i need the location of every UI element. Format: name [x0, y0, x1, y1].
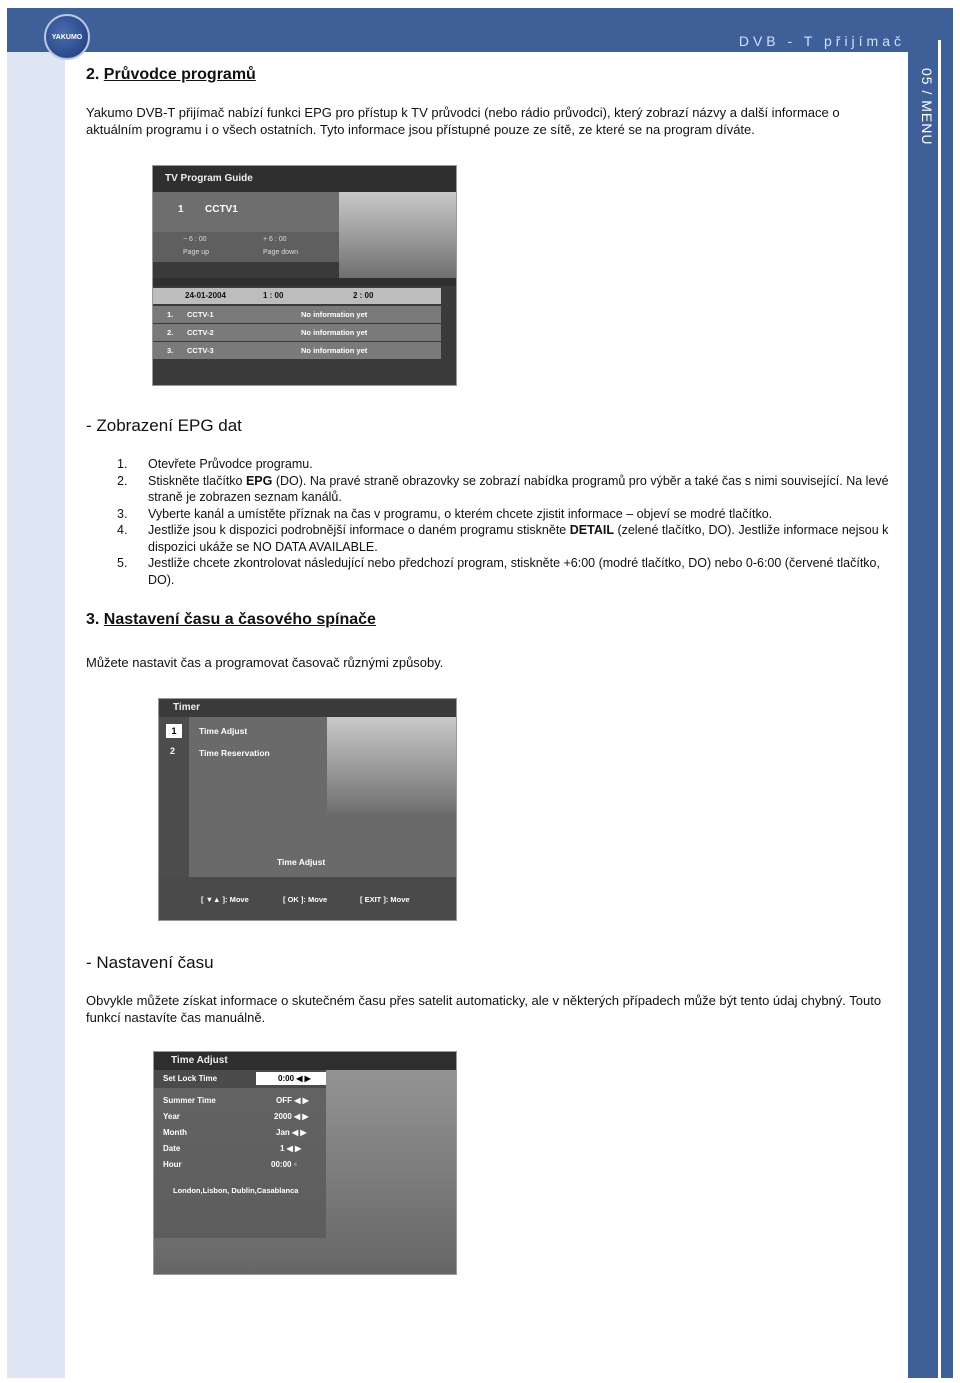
epg-page-down: Page down [263, 249, 299, 256]
list-item [86, 473, 898, 506]
epg-date: 24-01-2004 [185, 291, 226, 300]
timer-footer [159, 877, 456, 920]
field-hour-value[interactable]: 00:00 ▫ [271, 1160, 297, 1169]
right-edge-bar [941, 8, 953, 1378]
step-key-epg: EPG [245, 473, 273, 488]
timer-item-no: 2 [170, 746, 176, 756]
step-number: 5. [117, 556, 128, 570]
lock-time-value-text: 0:00 [278, 1074, 295, 1083]
lock-time-value[interactable]: 0:00 ◀ ▶ [256, 1072, 326, 1085]
field-summer-time-label: Summer Time [163, 1096, 216, 1105]
field-year-value[interactable]: 2000 ◀ ▶ [274, 1112, 309, 1121]
epg-row[interactable] [153, 306, 441, 323]
epg-row[interactable] [153, 342, 441, 359]
field-month-label: Month [163, 1128, 187, 1137]
field-year-value-text: 2000 [274, 1112, 292, 1121]
lock-time-label: Set Lock Time [163, 1074, 218, 1083]
side-tab-label: 05 / MENU [919, 68, 935, 146]
section-3-intro: Můžete nastavit čas a programovat časovač různými způsoby. [86, 655, 444, 670]
epg-subsection-title: - Zobrazení EPG dat [86, 416, 242, 435]
time-subsection-title: - Nastavení času [86, 953, 214, 972]
field-hour-label: Hour [163, 1160, 182, 1169]
timer-preview-image [327, 717, 456, 813]
epg-minus-label: − 6 : 00 [183, 236, 207, 243]
section-2-number: 2. [86, 66, 100, 83]
epg-steps-list [86, 456, 898, 588]
step-text-pre: Jestliže jsou k dispozici podrobnější informace o daném programu stiskněte [148, 523, 570, 537]
list-item [86, 555, 898, 588]
section-2-intro: Yakumo DVB-T přijímač nabízí funkci EPG pro přístup k TV průvodci (nebo rádio průvodci), který zobrazí názvy a další informace o aktuálním programu i o všech ostatních. Tyto informace jsou přístupné pouze ze sítě, ze které se na program díváte. [86, 105, 840, 137]
step-key-detail: DETAIL [569, 523, 614, 537]
epg-row-no: 3. [167, 346, 174, 355]
step-number: 2. [117, 473, 128, 488]
field-month-value[interactable]: Jan ◀ ▶ [276, 1128, 307, 1137]
epg-time2: 2 : 00 [353, 291, 374, 300]
epg-separator [153, 278, 456, 286]
step-number: 4. [117, 523, 128, 537]
list-item [86, 456, 898, 473]
section-3-title: Nastavení času a časového spínače [103, 611, 376, 628]
epg-row-info: No information yet [301, 346, 368, 355]
epg-channel-no: 1 [178, 204, 184, 215]
epg-buttons-panel [153, 232, 339, 262]
time-adjust-screenshot [153, 1051, 457, 1275]
footer-move-arrows: [ ▼▲ ]: Move [201, 895, 249, 904]
field-date-value-text: 1 [280, 1144, 285, 1153]
epg-row-no: 2. [167, 328, 174, 337]
epg-row-name: CCTV-3 [187, 346, 214, 355]
timer-item-time-reservation[interactable]: Time Reservation [199, 748, 270, 758]
time-zone-label: London,Lisbon, Dublin,Casablanca [173, 1186, 299, 1195]
timer-title: Timer [159, 699, 456, 717]
timer-item-no: 1 [166, 724, 182, 738]
time-subsection-text: Obvykle můžete získat informace o skutečném času přes satelit automaticky, ale v některých případech může být tento údaj chybný. Touto funkcí nastavíte čas manuálně. [86, 993, 882, 1025]
step-number: 3. [117, 506, 128, 521]
epg-preview-image [339, 192, 456, 278]
epg-channel-name: CCTV1 [205, 204, 238, 215]
timer-screenshot [158, 698, 457, 921]
epg-row[interactable] [153, 324, 441, 341]
step-text-post: (zelené tlačítko, DO). Jestliže informace nejsou k dispozici ukáže se NO DATA AVAILABLE. [148, 523, 889, 554]
right-side-bar [908, 40, 938, 1378]
step-number: 1. [117, 457, 128, 471]
epg-row-info: No information yet [301, 328, 368, 337]
timer-index-column [159, 717, 189, 877]
field-date-label: Date [163, 1144, 181, 1153]
header-product: DVB - T přijímač [738, 33, 905, 49]
epg-row-name: CCTV-2 [187, 328, 214, 337]
step-text-post: (DO). Na pravé straně obrazovky se zobrazí nabídka programů pro výběr a také čas s nimi související. Na levé straně je zobrazen seznam kanálů. [148, 473, 889, 504]
footer-ok: [ OK ]: Move [283, 895, 328, 904]
epg-title: TV Program Guide [153, 166, 456, 192]
epg-rows [153, 306, 441, 359]
step-text: Jestliže chcete zkontrolovat následující nebo předchozí program, stiskněte +6:00 (modré tlačítko, DO) nebo 0-6:00 (červené tlačítko, DO). [148, 556, 880, 587]
left-margin-strip [7, 8, 65, 1378]
step-text: Otevřete Průvodce programu. [148, 457, 313, 471]
timer-caption: Time Adjust [277, 857, 326, 867]
field-date-value[interactable]: 1 ◀ ▶ [280, 1144, 302, 1153]
epg-row-name: CCTV-1 [187, 310, 214, 319]
footer-exit: [ EXIT ]: Move [360, 895, 410, 904]
field-summer-time-value-text: OFF [276, 1096, 292, 1105]
epg-time1: 1 : 00 [263, 291, 284, 300]
epg-screenshot [152, 165, 457, 386]
field-summer-time-value[interactable]: OFF ◀ ▶ [276, 1096, 309, 1105]
timer-item-time-adjust[interactable]: Time Adjust [199, 726, 248, 736]
time-fields-panel [154, 1088, 326, 1238]
epg-row-no: 1. [167, 310, 174, 319]
field-month-value-text: Jan [276, 1128, 290, 1137]
epg-time-header [153, 288, 441, 304]
list-item [86, 522, 898, 555]
epg-row-info: No information yet [301, 310, 368, 319]
epg-page-up: Page up [183, 249, 210, 256]
list-item [86, 506, 898, 523]
field-year-label: Year [163, 1112, 180, 1121]
section-3-heading [86, 611, 376, 629]
logo-text: YAKUMO [51, 33, 83, 41]
yakumo-logo [44, 14, 90, 60]
epg-plus-label: + 6 : 00 [263, 236, 287, 243]
time-adjust-title: Time Adjust [154, 1052, 456, 1070]
field-hour-value-text: 00:00 [271, 1160, 292, 1169]
section-3-number: 3. [86, 611, 100, 628]
step-text-pre: Stiskněte tlačítko [148, 473, 246, 488]
step-text: Vyberte kanál a umístěte příznak na čas v programu, o kterém chcete zjistit informace – objeví se modré tlačítko. [148, 506, 773, 521]
section-2-title: Průvodce programů [103, 66, 256, 83]
lock-time-row[interactable] [154, 1070, 326, 1088]
section-2-heading [86, 66, 256, 84]
